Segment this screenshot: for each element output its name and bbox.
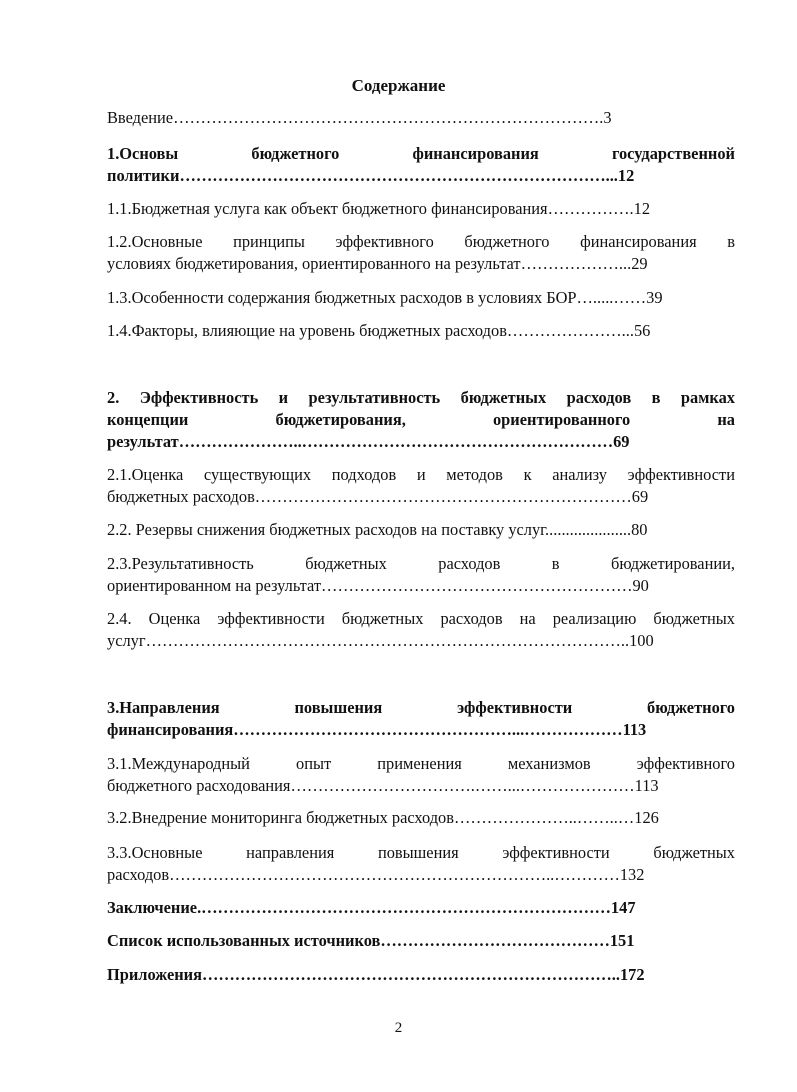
toc-line: расходов……………………………………………………………..…………132 xyxy=(107,865,645,884)
toc-line: 2.3.Результативность бюджетных расходов в бюджетировании, xyxy=(107,554,735,573)
toc-entry-chapter-3 xyxy=(107,697,735,741)
toc-entry-section-3-3 xyxy=(107,842,735,886)
toc-line: 1.2.Основные принципы эффективного бюджетного финансирования в xyxy=(107,232,735,251)
toc-line: 2.2. Резервы снижения бюджетных расходов на поставку услуг.....................80 xyxy=(107,520,648,539)
toc-line: финансирования……………………………………………...………………113 xyxy=(107,720,647,739)
toc-line: 1.3.Особенности содержания бюджетных расходов в условиях БОР….....……39 xyxy=(107,288,663,307)
toc-line: концепции бюджетирования, ориентированного на xyxy=(107,410,735,429)
toc-line: 3.3.Основные направления повышения эффективности бюджетных xyxy=(107,843,735,862)
toc-line: 2.1.Оценка существующих подходов и методов к анализу эффективности xyxy=(107,465,735,484)
toc-line: 2. Эффективность и результативность бюджетных расходов в рамках xyxy=(107,388,735,407)
toc-entry-appendix xyxy=(107,964,735,986)
toc-entry-sources xyxy=(107,930,735,952)
toc-entry-introduction xyxy=(107,107,735,129)
toc-entry-section-1-3 xyxy=(107,287,735,309)
toc-entry-section-2-1 xyxy=(107,464,735,508)
toc-line: 1.1.Бюджетная услуга как объект бюджетного финансирования…………….12 xyxy=(107,199,651,218)
toc-entry-section-2-3 xyxy=(107,553,735,597)
toc-line: Приложения…………………………………………………………………..172 xyxy=(107,965,645,984)
page-title: Содержание xyxy=(351,76,446,95)
toc-line: бюджетных расходов……………………………………………………………69 xyxy=(107,487,649,506)
toc-line: услуг……………………………………………………………………………..100 xyxy=(107,631,654,650)
toc-entry-section-2-2 xyxy=(107,519,735,541)
toc-entry-chapter-2 xyxy=(107,387,735,453)
toc-line: ориентированном на результат…………………………………………………90 xyxy=(107,576,649,595)
toc-line: условиях бюджетирования, ориентированного на результат………………...29 xyxy=(107,254,648,273)
toc-entry-chapter-1 xyxy=(107,143,735,187)
toc-line: Заключение.…………………………………………………………………147 xyxy=(107,898,636,917)
toc-line: 1.4.Факторы, влияющие на уровень бюджетных расходов…………………...56 xyxy=(107,321,651,340)
toc-line: 3.2.Внедрение мониторинга бюджетных расходов…………………..……..…126 xyxy=(107,808,659,827)
toc-line: 2.4. Оценка эффективности бюджетных расходов на реализацию бюджетных xyxy=(107,609,735,628)
toc-entry-section-1-4 xyxy=(107,320,735,342)
toc-line: Список использованных источников……………………………………151 xyxy=(107,931,635,950)
toc-line: политики……………………………………………………………………...12 xyxy=(107,166,635,185)
toc-line: 3.Направления повышения эффективности бюджетного xyxy=(107,698,735,717)
toc-entry-section-2-4 xyxy=(107,608,735,652)
toc-line: бюджетного расходования…………………………….……...…………………113 xyxy=(107,776,659,795)
toc-entry-section-3-2 xyxy=(107,807,735,829)
toc-line: Введение…………………………………………………………………….3 xyxy=(107,108,612,127)
toc-entry-section-1-2 xyxy=(107,231,735,275)
toc-entry-section-3-1 xyxy=(107,753,735,797)
toc-line: 1.Основы бюджетного финансирования государственной xyxy=(107,144,735,163)
toc-line: 3.1.Международный опыт применения механизмов эффективного xyxy=(107,754,735,773)
toc-entry-section-1-1 xyxy=(107,198,735,220)
toc-entry-conclusion xyxy=(107,897,735,919)
toc-line: результат…………………..…………………………………………………69 xyxy=(107,432,630,451)
page-number: 2 xyxy=(394,1020,403,1036)
